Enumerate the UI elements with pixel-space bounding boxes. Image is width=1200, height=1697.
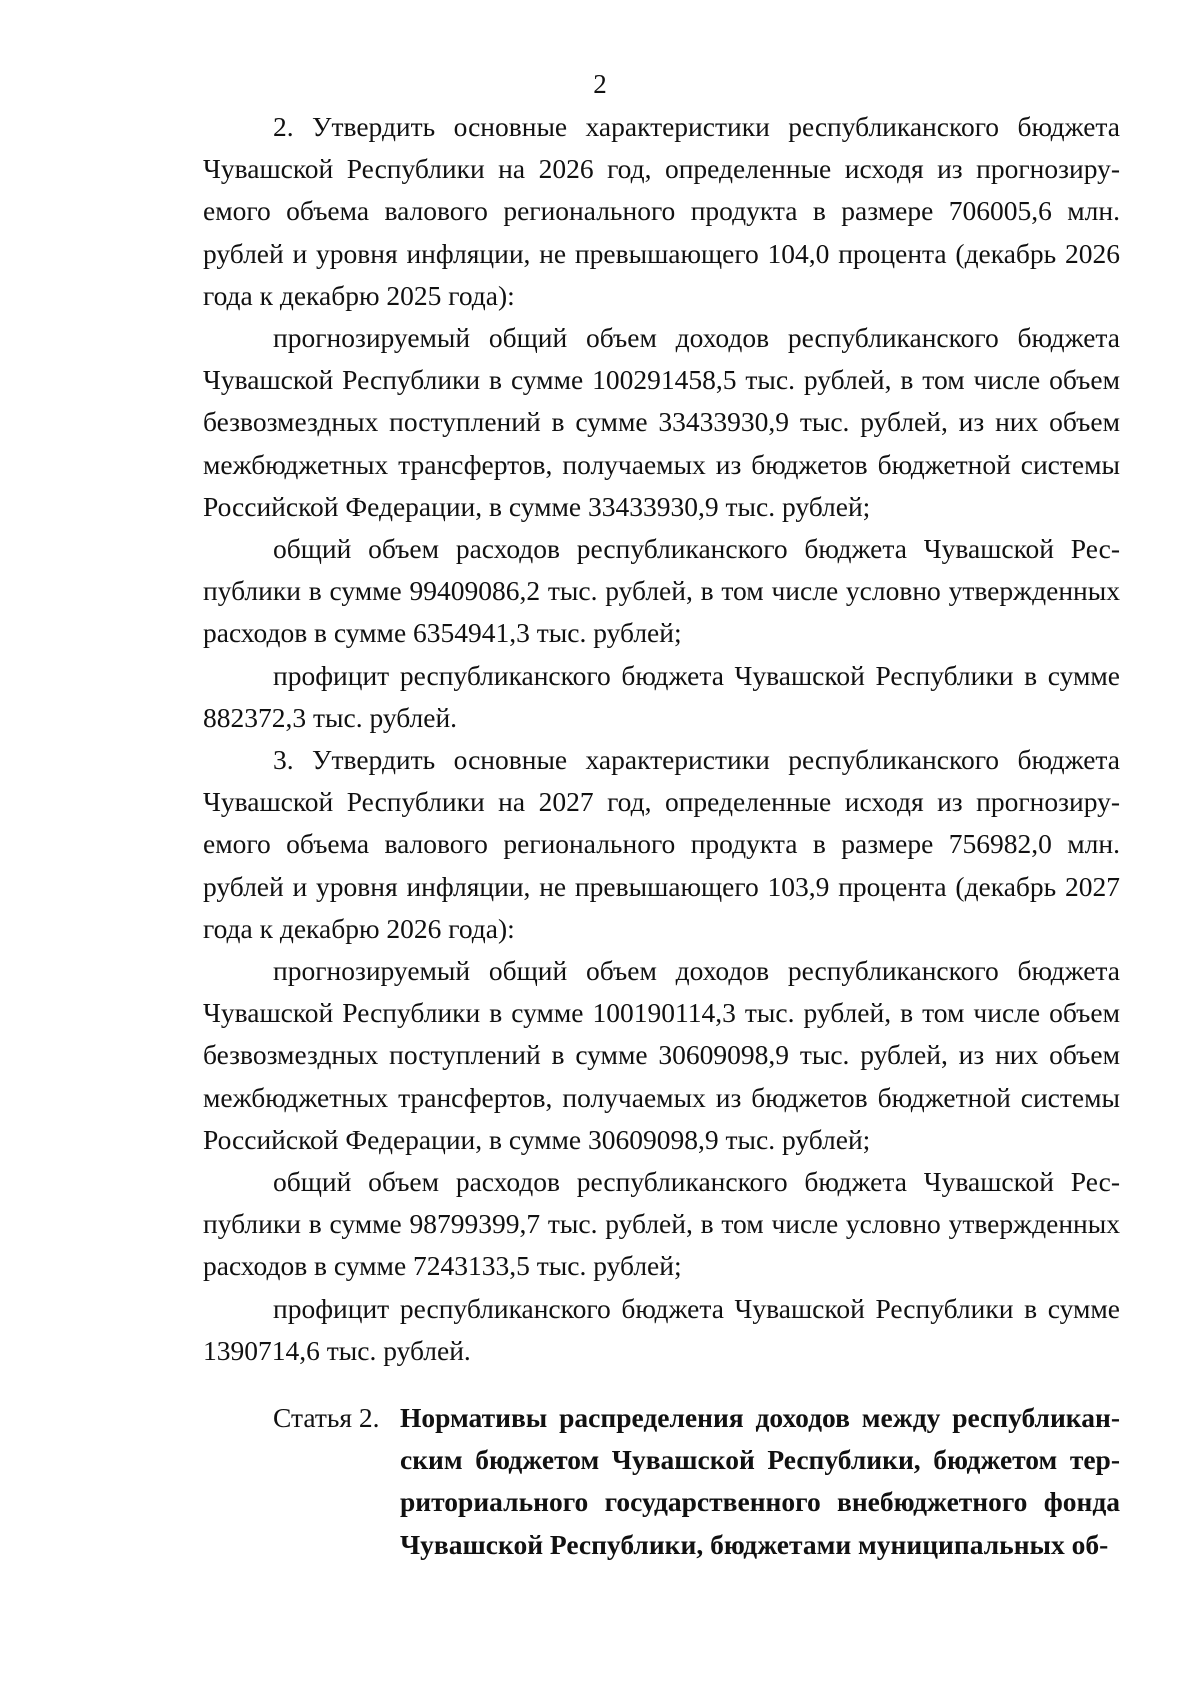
paragraph-surplus-2027: профицит республиканского бюджета Чувашской Республики в сумме 1390714,6 тыс. рублей. xyxy=(203,1292,1120,1366)
paragraph-expenses-2026: общий объем расходов республиканского бюджета Чувашской Республики в сумме 99409086,2 тыс. рублей, в том числе условно утвержденных расходов в сумме 6354941,3 тыс. рублей; xyxy=(203,533,1120,649)
page-number: 2 xyxy=(593,69,607,99)
article-title: Нормативы распределения доходов между республиканским бюджетом Чувашской Республики, бюджетом территориального государственного внебюджетного фонда Чувашской Республики, бюджетами муниципальных об- xyxy=(400,1402,1120,1560)
document-body xyxy=(203,106,1120,1372)
paragraph-surplus-2026: профицит республиканского бюджета Чувашской Республики в сумме 882372,3 тыс. рублей. xyxy=(203,659,1120,733)
paragraph-revenues-2027: прогнозируемый общий объем доходов республиканского бюджета Чувашской Республики в сумме 100190114,3 тыс. рублей, в том числе объем безвозмездных поступлений в сумме 30609098,9 тыс. рублей, из них объем межбюджетных трансфертов, получаемых из бюджетов бюджетной системы Российской Федерации, в сумме 30609098,9 тыс. рублей; xyxy=(203,955,1120,1155)
paragraph-item-3: 3. Утвердить основные характеристики республиканского бюджета Чувашской Республики на 2027 год, определенные исходя из прогнозируемого объема валового регионального продукта в размере 756982,0 млн. рублей и уровня инфляции, не превышающего 103,9 процента (декабрь 2027 года к декабрю 2026 года): xyxy=(203,744,1120,944)
article-label: Статья 2. xyxy=(273,1402,380,1433)
paragraph-revenues-2026: прогнозируемый общий объем доходов республиканского бюджета Чувашской Республики в сумме 100291458,5 тыс. рублей, в том числе объем безвозмездных поступлений в сумме 33433930,9 тыс. рублей, из них объем межбюджетных трансфертов, получаемых из бюджетов бюджетной системы Российской Федерации, в сумме 33433930,9 тыс. рублей; xyxy=(203,322,1120,522)
paragraph-expenses-2027: общий объем расходов республиканского бюджета Чувашской Республики в сумме 98799399,7 тыс. рублей, в том числе условно утвержденных расходов в сумме 7243133,5 тыс. рублей; xyxy=(203,1166,1120,1282)
paragraph-item-2: 2. Утвердить основные характеристики республиканского бюджета Чувашской Республики на 2026 год, определенные исходя из прогнозируемого объема валового регионального продукта в размере 706005,6 млн. рублей и уровня инфляции, не превышающего 104,0 процента (декабрь 2026 года к декабрю 2025 года): xyxy=(203,111,1120,311)
article-heading xyxy=(273,1397,1120,1566)
